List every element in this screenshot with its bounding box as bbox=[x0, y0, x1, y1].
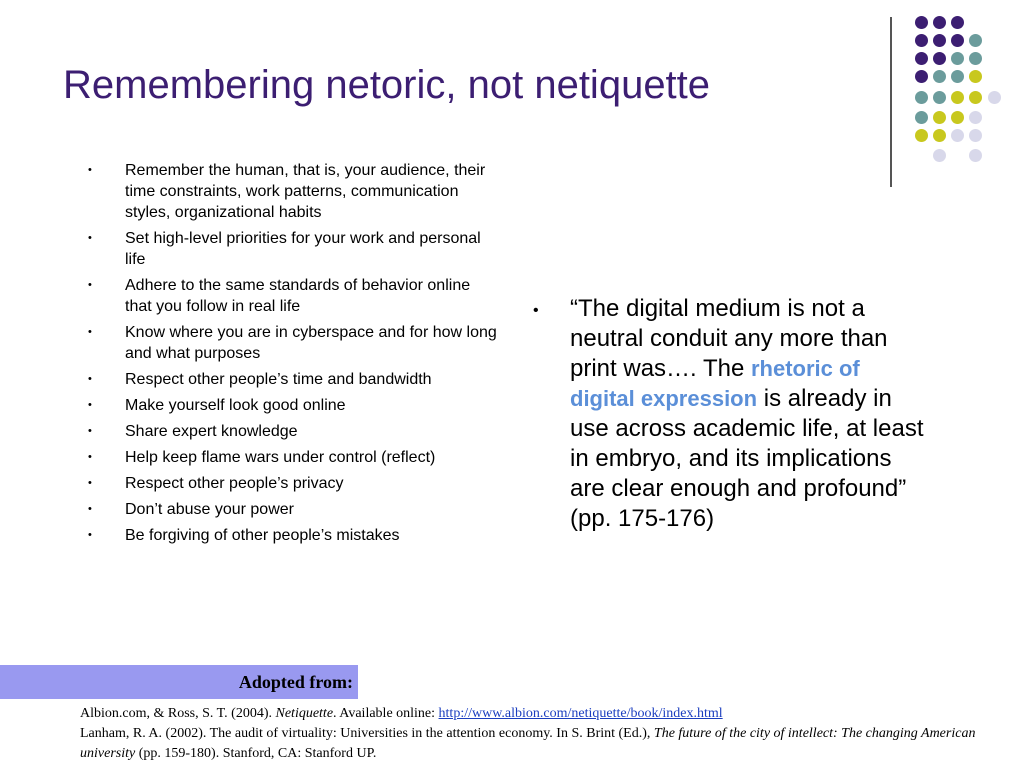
guideline-item bbox=[88, 369, 498, 390]
bullet-dot-icon: • bbox=[88, 326, 92, 338]
bullet-dot-icon: • bbox=[88, 529, 92, 541]
decorative-dot bbox=[951, 34, 964, 47]
guideline-text: Share expert knowledge bbox=[125, 423, 298, 440]
bullet-dot-icon: • bbox=[88, 373, 92, 385]
guideline-item bbox=[88, 395, 498, 416]
quote-text-after: is already in use across academic life, at least in embryo, and its implications are clear enough and profound” (pp. 175-176) bbox=[570, 385, 924, 532]
decorative-dot bbox=[915, 34, 928, 47]
guidelines-bullet-list bbox=[88, 160, 498, 551]
decorative-dot bbox=[915, 91, 928, 104]
bullet-dot-icon: • bbox=[88, 399, 92, 411]
guideline-text: Be forgiving of other people’s mistakes bbox=[125, 527, 400, 544]
decorative-dot bbox=[915, 52, 928, 65]
decorative-dot bbox=[915, 70, 928, 83]
quote-text bbox=[570, 294, 930, 534]
guideline-text: Respect other people’s privacy bbox=[125, 475, 344, 492]
decorative-dot bbox=[969, 129, 982, 142]
guideline-text: Respect other people’s time and bandwidth bbox=[125, 371, 432, 388]
decorative-dot bbox=[969, 70, 982, 83]
decorative-dot bbox=[951, 70, 964, 83]
ref2-authors: Lanham, R. A. (2002). The audit of virtuality: Universities in the attention economy. In S. Brint (Ed.), bbox=[80, 726, 654, 741]
bullet-dot-icon: • bbox=[88, 425, 92, 437]
decorative-dot bbox=[951, 129, 964, 142]
ref2-publisher: (pp. 159-180). Stanford, CA: Stanford UP. bbox=[135, 746, 377, 761]
bullet-dot-icon: • bbox=[533, 302, 539, 319]
decorative-dot bbox=[951, 16, 964, 29]
quote-text-before: “The digital medium is not a neutral conduit any more than print was…. The bbox=[570, 295, 888, 382]
decorative-dot bbox=[969, 52, 982, 65]
decorative-divider-line bbox=[890, 17, 892, 187]
decorative-dot bbox=[969, 111, 982, 124]
adopted-from-banner bbox=[0, 665, 358, 699]
decorative-dot bbox=[969, 149, 982, 162]
slide-title: Remembering netoric, not netiquette bbox=[63, 63, 711, 107]
decorative-dot bbox=[915, 111, 928, 124]
decorative-dot bbox=[951, 91, 964, 104]
bullet-dot-icon: • bbox=[88, 503, 92, 515]
decorative-dot bbox=[969, 91, 982, 104]
guideline-item bbox=[88, 525, 498, 546]
decorative-dot bbox=[933, 16, 946, 29]
guideline-text: Don’t abuse your power bbox=[125, 501, 294, 518]
decorative-dot bbox=[988, 91, 1001, 104]
bullet-dot-icon: • bbox=[88, 232, 92, 244]
guideline-item bbox=[88, 322, 498, 364]
ref1-authors: Albion.com, & Ross, S. T. (2004). bbox=[80, 706, 276, 721]
decorative-dot bbox=[951, 111, 964, 124]
guideline-text: Know where you are in cyberspace and for how long and what purposes bbox=[125, 324, 497, 362]
decorative-dot bbox=[933, 91, 946, 104]
ref1-available: . Available online: bbox=[333, 706, 439, 721]
ref2-title: The future of the city of intellect: The changing American university bbox=[80, 726, 976, 761]
guideline-text: Remember the human, that is, your audience, their time constraints, work patterns, communication styles, organizational habits bbox=[125, 162, 486, 221]
decorative-dot bbox=[933, 111, 946, 124]
decorative-dot bbox=[915, 16, 928, 29]
decorative-dot bbox=[933, 129, 946, 142]
guideline-item bbox=[88, 499, 498, 520]
adopted-from-label: Adopted from: bbox=[238, 672, 353, 692]
guideline-text: Adhere to the same standards of behavior online that you follow in real life bbox=[125, 277, 471, 315]
albion-netiquette-link[interactable]: http://www.albion.com/netiquette/book/index.html bbox=[438, 706, 723, 721]
guideline-item bbox=[88, 275, 498, 317]
guideline-item bbox=[88, 421, 498, 442]
lanham-quote-bullet bbox=[533, 294, 933, 534]
bullet-dot-icon: • bbox=[88, 164, 92, 176]
decorative-dot bbox=[951, 52, 964, 65]
guideline-text: Help keep flame wars under control (reflect) bbox=[125, 449, 436, 466]
decorative-dot bbox=[933, 70, 946, 83]
reference-lanham bbox=[80, 724, 980, 764]
ref1-title: Netiquette bbox=[275, 706, 334, 721]
bullet-dot-icon: • bbox=[88, 451, 92, 463]
bullet-dot-icon: • bbox=[88, 477, 92, 489]
bullet-dot-icon: • bbox=[88, 279, 92, 291]
decorative-dot bbox=[933, 34, 946, 47]
guideline-text: Set high-level priorities for your work and personal life bbox=[125, 230, 481, 268]
guideline-item bbox=[88, 228, 498, 270]
decorative-dot bbox=[933, 52, 946, 65]
guideline-text: Make yourself look good online bbox=[125, 397, 346, 414]
decorative-dot-grid bbox=[906, 16, 996, 166]
decorative-dot bbox=[915, 129, 928, 142]
reference-albion bbox=[80, 704, 980, 724]
guideline-item bbox=[88, 447, 498, 468]
guideline-item bbox=[88, 160, 498, 223]
guideline-item bbox=[88, 473, 498, 494]
quote-emphasis: rhetoric of digital expression bbox=[570, 356, 860, 411]
decorative-dot bbox=[933, 149, 946, 162]
decorative-dot bbox=[969, 34, 982, 47]
references bbox=[80, 704, 980, 764]
